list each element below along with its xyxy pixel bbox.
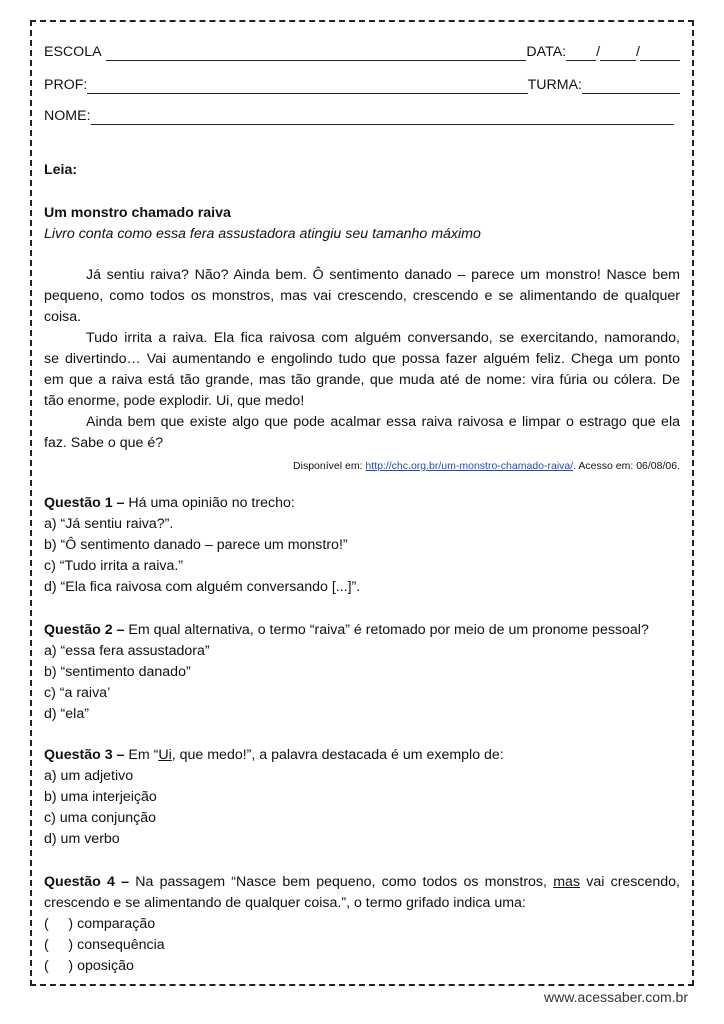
text-p1-line1: Já sentiu raiva? Não? Ainda bem. Ô sentimento danado – parece um monstro! Nasce bem (86, 267, 680, 283)
question-2-label: Questão 2 – (44, 622, 125, 638)
data-label: DATA: (526, 44, 567, 60)
text-p3-line1: Ainda bem que existe algo que pode acalmar essa raiva raivosa e limpar o estrago que ela (86, 414, 680, 430)
q2-option-b: b) “sentimento danado” (44, 664, 191, 680)
date-slash: / (596, 44, 601, 60)
source-prefix: Disponível em: (293, 460, 366, 472)
q1-option-a: a) “Já sentiu raiva?”. (44, 516, 174, 532)
question-4-prompt-pre: Na passagem “Nasce bem pequeno, como todos os monstros, (129, 874, 554, 890)
date-slash: / (636, 44, 640, 60)
question-4-label: Questão 4 – (44, 874, 129, 890)
text-subtitle: Livro conta como essa fera assustadora atingiu seu tamanho máximo (44, 226, 481, 242)
q1-option-c: c) “Tudo irrita a raiva.” (44, 558, 184, 574)
q4-option-2[interactable]: ( ) consequência (44, 937, 165, 953)
question-2-prompt: Em qual alternativa, o termo “raiva” é retomado por meio de um pronome pessoal? (124, 622, 649, 638)
q4-option-3[interactable]: ( ) oposição (44, 958, 134, 974)
q3-option-c: c) uma conjunção (44, 810, 156, 826)
text-p1-line3: coisa. (44, 309, 82, 325)
question-3-highlighted-word: Ui (158, 747, 172, 763)
question-3 (44, 745, 680, 767)
question-1 (44, 493, 680, 515)
source-link[interactable]: http://chc.org.br/um-monstro-chamado-raiva/ (365, 460, 574, 472)
nome-field[interactable] (91, 110, 674, 125)
question-4-line2: crescendo e se alimentando de qualquer coisa.”, o termo grifado indica uma: (44, 895, 526, 911)
data-year-field[interactable] (640, 46, 680, 61)
q4-option-1[interactable]: ( ) comparação (44, 916, 156, 932)
question-1-label: Questão 1 – (44, 495, 125, 511)
data-month-field[interactable] (600, 46, 636, 61)
text-p1-line2: pequeno, como todos os monstros, mas vai crescendo, crescendo e se alimentando de qualquer (44, 288, 680, 304)
source-suffix: . Acesso em: 06/08/06. (573, 460, 680, 472)
nome-label: NOME: (44, 108, 91, 124)
question-4-highlighted-word: mas (553, 874, 581, 890)
footer-website: www.acessaber.com.br (544, 989, 688, 1005)
question-2 (44, 620, 680, 642)
text-p3-line2: faz. Sabe o que é? (44, 435, 164, 451)
question-1-prompt: Há uma opinião no trecho: (124, 495, 295, 511)
q3-option-b: b) uma interjeição (44, 789, 157, 805)
leia-heading: Leia: (44, 162, 78, 178)
question-3-label: Questão 3 – (44, 747, 125, 763)
turma-label: TURMA: (527, 77, 582, 93)
escola-field[interactable] (106, 46, 527, 61)
nome-row (44, 106, 674, 128)
q3-option-a: a) um adjetivo (44, 768, 134, 784)
turma-field[interactable] (582, 79, 680, 94)
q2-option-a: a) “essa fera assustadora” (44, 643, 210, 659)
text-p2-line4: tão enorme, pode explodir. Ui, que medo! (44, 393, 305, 409)
prof-field[interactable] (87, 79, 527, 94)
question-3-prompt-post: , que medo!”, a palavra destacada é um exemplo de: (171, 747, 504, 763)
text-p2-line3: em que a raiva está tão grande, mas tão grande, que muda até de nome: vira fúria ou cólera. De (44, 372, 680, 388)
text-p2-line2: se divertindo… Vai aumentando e engolindo tudo que possa fazer alguém feliz. Chega um ponto (44, 351, 680, 367)
question-3-prompt-pre: Em “ (124, 747, 159, 763)
data-day-field[interactable] (566, 46, 596, 61)
prof-label: PROF: (44, 77, 88, 93)
q2-option-c: c) “a raiva’ (44, 685, 111, 701)
source-citation (44, 456, 680, 478)
q1-option-d: d) “Ela fica raivosa com alguém conversando [...]”. (44, 579, 361, 595)
text-p2-line1: Tudo irrita a raiva. Ela fica raivosa com alguém conversando, se exercitando, namorando, (86, 330, 680, 346)
q2-option-d: d) “ela” (44, 706, 89, 722)
q1-option-b: b) “Ô sentimento danado – parece um monstro!” (44, 537, 348, 553)
escola-label: ESCOLA (44, 44, 102, 60)
question-4-prompt-post: vai crescendo, (580, 874, 680, 890)
prof-row (44, 75, 680, 97)
text-title: Um monstro chamado raiva (44, 205, 231, 221)
q3-option-d: d) um verbo (44, 831, 120, 847)
question-4-line1 (44, 872, 680, 894)
escola-row (44, 42, 680, 64)
